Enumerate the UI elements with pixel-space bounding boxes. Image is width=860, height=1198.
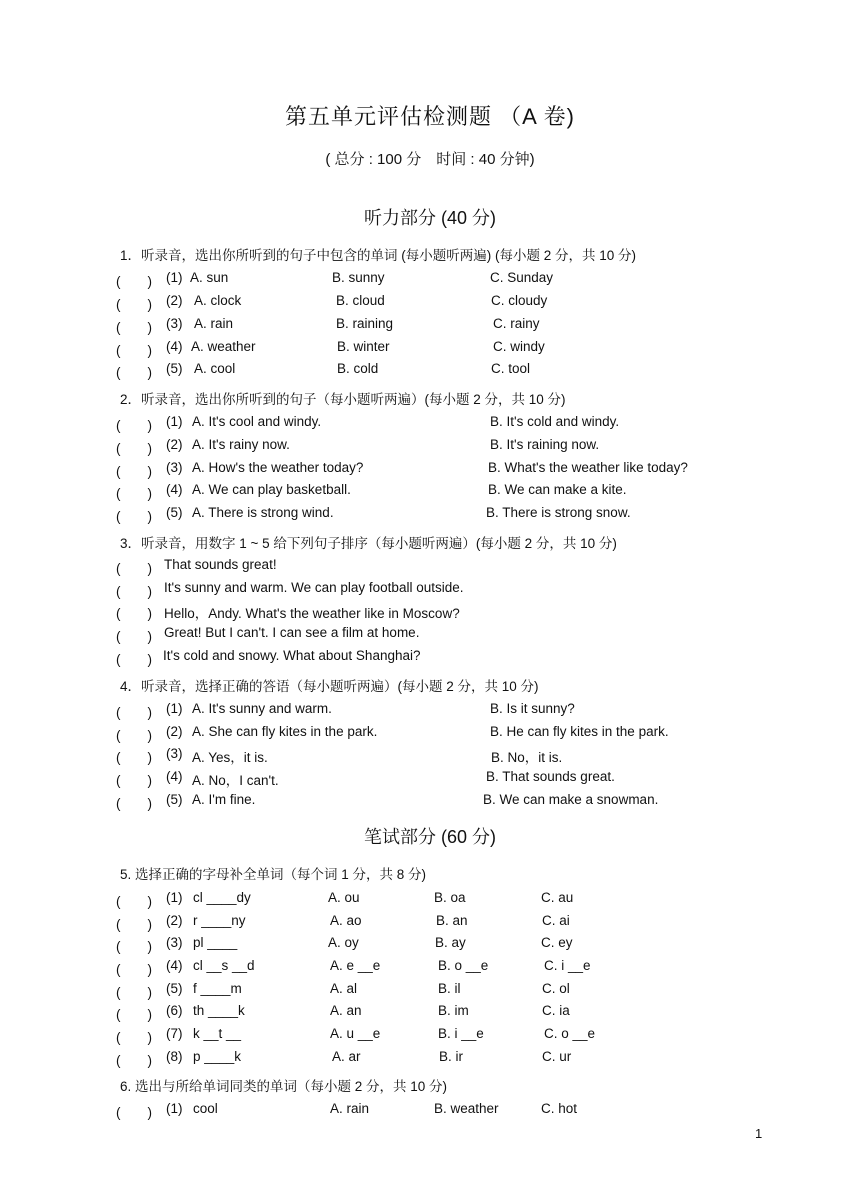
item-number: (4) bbox=[166, 958, 183, 973]
q2-instruction: 2．听录音，选出你所听到的句子（每小题听两遍）(每小题 2 分，共 10 分) bbox=[120, 392, 566, 407]
option-b: B. cloud bbox=[336, 293, 385, 308]
option-a: A. rain bbox=[194, 316, 234, 331]
option-a: A. sun bbox=[190, 270, 229, 285]
word-blank: p ____k bbox=[193, 1049, 242, 1064]
q5-instruction: 5. 选择正确的字母补全单词（每个词 1 分，共 8 分) bbox=[120, 867, 427, 882]
option-b: B. weather bbox=[434, 1101, 499, 1116]
option-b: B. No，it is. bbox=[491, 750, 563, 765]
option-c: C. tool bbox=[491, 361, 531, 376]
option-a: A. It's rainy now. bbox=[192, 437, 290, 452]
answer-blank[interactable]: ( ) bbox=[116, 584, 152, 599]
item-number: (3) bbox=[166, 935, 183, 950]
answer-blank[interactable]: ( ) bbox=[116, 939, 152, 954]
item-number: (1) bbox=[166, 701, 183, 716]
option-b: B. He can fly kites in the park. bbox=[490, 724, 669, 739]
option-c: C. ai bbox=[542, 913, 570, 928]
q4-instruction: 4．听录音，选择正确的答语（每小题听两遍）(每小题 2 分，共 10 分) bbox=[120, 679, 539, 694]
option-c: C. Sunday bbox=[490, 270, 554, 285]
option-c: C. hot bbox=[541, 1101, 578, 1116]
option-c: C. o __e bbox=[544, 1026, 596, 1041]
answer-blank[interactable]: ( ) bbox=[116, 728, 152, 743]
item-number: (2) bbox=[166, 293, 183, 308]
answer-blank[interactable]: ( ) bbox=[116, 917, 152, 932]
word-blank: cl ____dy bbox=[193, 890, 251, 905]
option-a: A. It's sunny and warm. bbox=[192, 701, 332, 716]
option-a: A. cool bbox=[194, 361, 236, 376]
option-a: A. ou bbox=[328, 890, 360, 905]
item-number: (5) bbox=[166, 361, 183, 376]
option-a: A. ar bbox=[332, 1049, 361, 1064]
option-c: C. au bbox=[541, 890, 574, 905]
item-number: (1) bbox=[166, 890, 183, 905]
option-a: A. an bbox=[330, 1003, 362, 1018]
option-b: B. What's the weather like today? bbox=[488, 460, 688, 475]
word-blank: th ____k bbox=[193, 1003, 245, 1018]
answer-blank[interactable]: ( ) bbox=[116, 705, 152, 720]
answer-blank[interactable]: ( ) bbox=[116, 464, 152, 479]
word-blank: k __t __ bbox=[193, 1026, 242, 1041]
sentence: It's cold and snowy. What about Shanghai? bbox=[163, 648, 421, 663]
page-number: 1 bbox=[755, 1126, 763, 1141]
option-a: A. There is strong wind. bbox=[192, 505, 334, 520]
option-b: B. raining bbox=[336, 316, 394, 331]
answer-blank[interactable]: ( ) bbox=[116, 509, 152, 524]
answer-blank[interactable]: ( ) bbox=[116, 561, 152, 576]
option-a: A. oy bbox=[328, 935, 359, 950]
option-a: A. We can play basketball. bbox=[192, 482, 351, 497]
item-number: (5) bbox=[166, 981, 183, 996]
answer-blank[interactable]: ( ) bbox=[116, 796, 152, 811]
item-number: (4) bbox=[166, 769, 183, 784]
option-c: C. windy bbox=[493, 339, 545, 354]
q1-instruction: 1．听录音，选出你所听到的句子中包含的单词 (每小题听两遍) (每小题 2 分，共 10 分) bbox=[120, 248, 637, 263]
option-b: B. an bbox=[436, 913, 468, 928]
item-number: (3) bbox=[166, 316, 183, 331]
word-blank: pl ____ bbox=[193, 935, 238, 950]
option-a: A. clock bbox=[194, 293, 242, 308]
answer-blank[interactable]: ( ) bbox=[116, 894, 152, 909]
answer-blank[interactable]: ( ) bbox=[116, 297, 152, 312]
item-number: (3) bbox=[166, 746, 183, 761]
option-c: C. ey bbox=[541, 935, 573, 950]
answer-blank[interactable]: ( ) bbox=[116, 441, 152, 456]
sentence: Hello，Andy. What's the weather like in Moscow? bbox=[164, 606, 460, 621]
page-title: 第五单元评估检测题 （A 卷) bbox=[284, 104, 575, 129]
option-b: B. We can make a snowman. bbox=[483, 792, 659, 807]
option-b: B. cold bbox=[337, 361, 379, 376]
answer-blank[interactable]: ( ) bbox=[116, 365, 152, 380]
item-number: (1) bbox=[166, 414, 183, 429]
item-number: (7) bbox=[166, 1026, 183, 1041]
answer-blank[interactable]: ( ) bbox=[116, 343, 152, 358]
sentence: Great! But I can't. I can see a film at home. bbox=[164, 625, 420, 640]
option-a: A. Yes，it is. bbox=[192, 750, 268, 765]
answer-blank[interactable]: ( ) bbox=[116, 1053, 152, 1068]
option-a: A. u __e bbox=[330, 1026, 381, 1041]
word-blank: cl __s __d bbox=[193, 958, 255, 973]
item-number: (8) bbox=[166, 1049, 183, 1064]
option-b: B. ay bbox=[435, 935, 466, 950]
option-a: A. It's cool and windy. bbox=[192, 414, 322, 429]
item-number: (3) bbox=[166, 460, 183, 475]
item-number: (4) bbox=[166, 339, 183, 354]
option-a: A. e __e bbox=[330, 958, 381, 973]
answer-blank[interactable]: ( ) bbox=[116, 629, 152, 644]
q3-instruction: 3．听录音，用数字 1 ~ 5 给下列句子排序（每小题听两遍）(每小题 2 分，共 10 分) bbox=[120, 536, 617, 551]
item-number: (4) bbox=[166, 482, 183, 497]
option-b: B. i __e bbox=[438, 1026, 484, 1041]
word-blank: f ____m bbox=[193, 981, 242, 996]
option-a: A. weather bbox=[191, 339, 256, 354]
answer-blank[interactable]: ( ) bbox=[116, 1105, 152, 1120]
option-b: B. That sounds great. bbox=[486, 769, 615, 784]
option-c: C. cloudy bbox=[491, 293, 548, 308]
item-number: (2) bbox=[166, 913, 183, 928]
answer-blank[interactable]: ( ) bbox=[116, 320, 152, 335]
option-c: C. i __e bbox=[544, 958, 591, 973]
option-b: B. im bbox=[438, 1003, 469, 1018]
item-number: (2) bbox=[166, 724, 183, 739]
answer-blank[interactable]: ( ) bbox=[116, 985, 152, 1000]
option-b: B. il bbox=[438, 981, 461, 996]
option-a: A. al bbox=[330, 981, 358, 996]
option-a: A. rain bbox=[330, 1101, 370, 1116]
q6-instruction: 6. 选出与所给单词同类的单词（每小题 2 分，共 10 分) bbox=[120, 1079, 448, 1094]
option-b: B. It's cold and windy. bbox=[490, 414, 620, 429]
option-c: C. ia bbox=[542, 1003, 570, 1018]
answer-blank[interactable]: ( ) bbox=[116, 773, 152, 788]
item-number: (2) bbox=[166, 437, 183, 452]
item-number: (1) bbox=[166, 270, 183, 285]
answer-blank[interactable]: ( ) bbox=[116, 274, 152, 289]
option-a: A. I'm fine. bbox=[192, 792, 256, 807]
answer-blank[interactable]: ( ) bbox=[116, 750, 152, 765]
answer-blank[interactable]: ( ) bbox=[116, 962, 152, 977]
item-number: (5) bbox=[166, 792, 183, 807]
option-b: B. There is strong snow. bbox=[486, 505, 631, 520]
option-b: B. oa bbox=[434, 890, 466, 905]
answer-blank[interactable]: ( ) bbox=[116, 1007, 152, 1022]
item-number: (1) bbox=[166, 1101, 183, 1116]
page-subtitle: ( 总分 : 100 分 时间 : 40 分钟) bbox=[325, 151, 535, 168]
sentence: It's sunny and warm. We can play football outside. bbox=[164, 580, 464, 595]
item-number: (5) bbox=[166, 505, 183, 520]
option-b: B. sunny bbox=[332, 270, 385, 285]
sentence: That sounds great! bbox=[164, 557, 277, 572]
answer-blank[interactable]: ( ) bbox=[116, 606, 152, 621]
option-b: B. We can make a kite. bbox=[488, 482, 627, 497]
option-c: C. rainy bbox=[493, 316, 540, 331]
answer-blank[interactable]: ( ) bbox=[116, 652, 152, 667]
answer-blank[interactable]: ( ) bbox=[116, 1030, 152, 1045]
option-c: C. ur bbox=[542, 1049, 572, 1064]
option-b: B. It's raining now. bbox=[490, 437, 600, 452]
option-b: B. ir bbox=[439, 1049, 464, 1064]
word-blank: r ____ny bbox=[193, 913, 246, 928]
item-number: (6) bbox=[166, 1003, 183, 1018]
writing-header: 笔试部分 (60 分) bbox=[363, 827, 496, 847]
option-a: A. She can fly kites in the park. bbox=[192, 724, 378, 739]
option-b: B. winter bbox=[337, 339, 390, 354]
given-word: cool bbox=[193, 1101, 218, 1116]
option-c: C. ol bbox=[542, 981, 570, 996]
option-a: A. ao bbox=[330, 913, 362, 928]
option-a: A. No，I can't. bbox=[192, 773, 279, 788]
option-a: A. How's the weather today? bbox=[192, 460, 364, 475]
answer-blank[interactable]: ( ) bbox=[116, 486, 152, 501]
answer-blank[interactable]: ( ) bbox=[116, 418, 152, 433]
listening-header: 听力部分 (40 分) bbox=[363, 208, 496, 228]
option-b: B. o __e bbox=[438, 958, 489, 973]
option-b: B. Is it sunny? bbox=[490, 701, 575, 716]
